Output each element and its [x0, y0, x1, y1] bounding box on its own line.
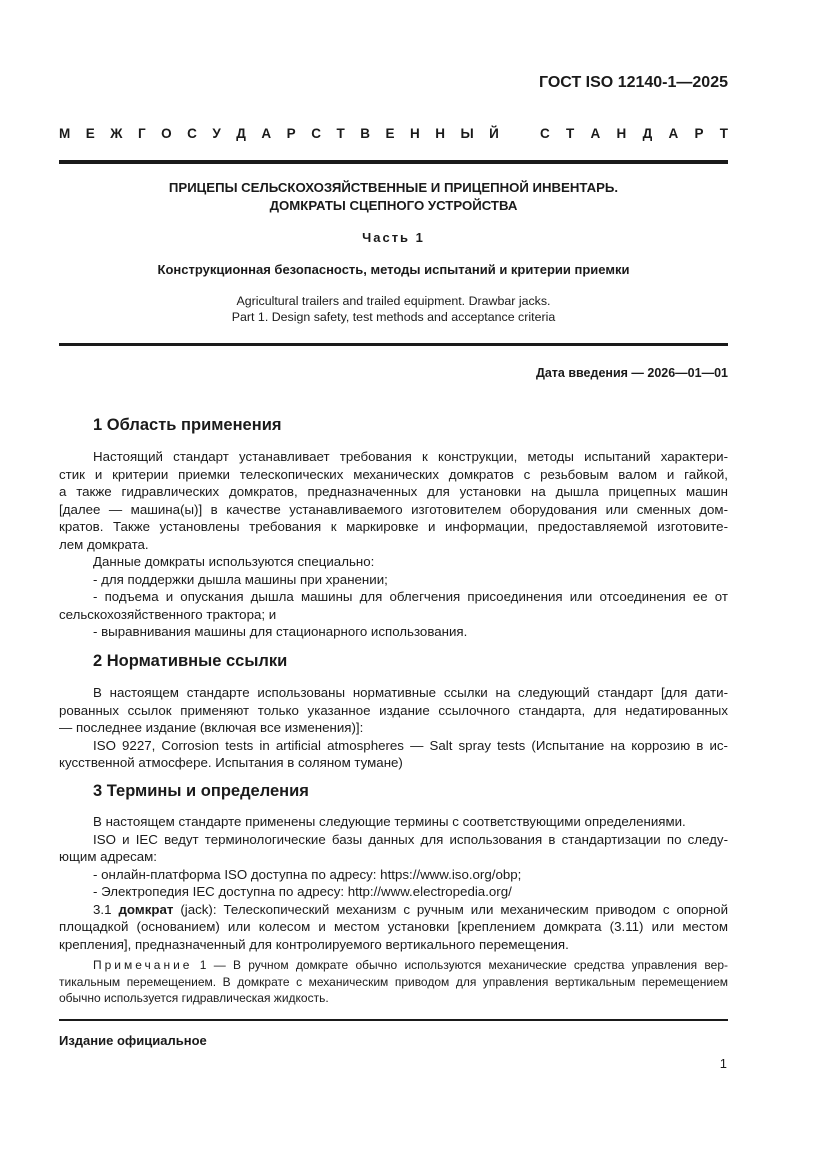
banner-letter: Е [385, 126, 395, 141]
paragraph-line: ющим адресам: [59, 849, 157, 864]
list-item: - выравнивания машины для стационарного использования. [93, 624, 468, 639]
english-title-line-2: Part 1. Design safety, test methods and acceptance criteria [231, 310, 556, 324]
term-definition-line: крепления], предназначенный для контролируемого вертикального перемещения. [59, 936, 569, 952]
paragraph-line: Данные домкраты используются специально: [93, 554, 375, 569]
banner-letter: А [261, 126, 272, 141]
english-title-line-1: Agricultural trailers and trailed equipment. Drawbar jacks. [236, 294, 551, 308]
banner-letter: А [668, 126, 679, 141]
banner-letter: Т [336, 126, 345, 141]
term-number: 3.1 [93, 901, 112, 917]
note-block [59, 957, 728, 1007]
section-2-body [59, 684, 728, 772]
section-1-heading: 1 Область применения [93, 416, 282, 434]
banner-letter: С [311, 126, 321, 141]
top-rule [59, 160, 728, 164]
banner-word-standard [540, 126, 728, 141]
section-3-heading: 3 Термины и определения [93, 782, 309, 800]
reference-line: ISO 9227, Corrosion tests in artificial atmospheres — Salt spray tests (Испытание на коррозию в ис- [93, 737, 728, 753]
banner-letter: С [187, 126, 197, 141]
banner-letter: А [590, 126, 601, 141]
document-title [59, 179, 728, 215]
page-number: 1 [719, 1056, 727, 1071]
note-line: обычно используется гидравлическая жидкость. [59, 991, 329, 1005]
section-1-body [59, 448, 728, 641]
introduction-date: Дата введения — 2026—01—01 [535, 366, 728, 380]
term-definition-line: площадкой (основанием) или колесом и местом установки [креплением домкрата (3.11) или местом [59, 919, 728, 934]
banner-letter: С [540, 126, 550, 141]
paragraph-line: В настоящем стандарте использованы нормативные ссылки на следующий стандарт [для дати- [93, 685, 728, 700]
banner-letter: Р [694, 126, 704, 141]
paragraph-line: рованных ссылок применяют только указанное издание ссылочного стандарта, для недатированных [59, 702, 728, 718]
note-text: 1 — В ручном домкрате обычно используются механические средства управления вер- [192, 958, 728, 972]
term-definition-text: (jack): Телескопический механизм с ручным или механическим приводом с опорной [173, 901, 728, 917]
reference-line: кусственной атмосфере. Испытания в соляном тумане) [59, 755, 403, 770]
section-2-heading: 2 Нормативные ссылки [93, 652, 288, 670]
paragraph-line: кратов. Также установлены требования к маркировке и информации, предоставляемой изготовите- [59, 519, 728, 534]
list-item: - для поддержки дышла машины при хранении; [93, 571, 388, 587]
footer-rule [59, 1019, 728, 1021]
list-item-continuation: сельскохозяйственного трактора; и [59, 606, 277, 622]
banner-letter: Н [435, 126, 445, 141]
english-title [59, 293, 728, 325]
note-line [59, 957, 728, 974]
list-item: - онлайн-платформа ISO доступна по адресу: https://www.iso.org/obp; [93, 866, 522, 882]
term-definition-line [59, 901, 728, 919]
banner-letter: Й [489, 126, 499, 141]
part-subtitle: Конструкционная безопасность, методы испытаний и критерии приемки [157, 262, 630, 277]
banner-letter: М [59, 126, 71, 141]
paragraph-line: Настоящий стандарт устанавливает требования к конструкции, методы испытаний характери- [93, 449, 728, 464]
standard-banner [59, 126, 728, 141]
official-edition-label: Издание официальное [59, 1033, 207, 1048]
title-line-2: ДОМКРАТЫ СЦЕПНОГО УСТРОЙСТВА [269, 198, 518, 213]
note-line: тикальным перемещением. В домкрате с механическим приводом для управления вертикальным перемещением [59, 974, 728, 989]
banner-letter: Т [566, 126, 575, 141]
banner-letter: Д [236, 126, 246, 141]
paragraph-line: а также гидравлических домкратов, предназначенных для установки на дышла прицепных машин [59, 484, 728, 499]
banner-letter: Г [137, 126, 146, 141]
paragraph-line: В настоящем стандарте применены следующие термины с соответствующими определениями. [93, 814, 686, 829]
paragraph-line: [далее — машина(ы)] в качестве устанавливаемого изготовителем оборудования или сменных дом- [59, 501, 728, 517]
banner-word-interstate [59, 126, 499, 141]
list-item: - подъема и опускания дышла машины для облегчения присоединения или отсоединения ее от [93, 589, 728, 604]
paragraph-line: — последнее издание (включая все изменения)]: [59, 720, 364, 735]
banner-letter: Н [409, 126, 420, 141]
banner-letter: У [212, 126, 221, 141]
paragraph-line: лем домкрата. [59, 536, 149, 552]
standard-code: ГОСТ ISO 12140-1—2025 [539, 74, 728, 91]
part-label: Часть 1 [362, 230, 425, 245]
paragraph-line: стик и критерии приемки телескопических механических домкратов с резьбовым валом и гайкой, [59, 466, 728, 482]
banner-letter: Р [286, 126, 296, 141]
banner-letter: Е [85, 126, 95, 141]
banner-letter: О [161, 126, 172, 141]
banner-letter: Д [642, 126, 653, 141]
list-item: - Электропедия IEC доступна по адресу: http://www.electropedia.org/ [93, 884, 512, 899]
term-word: домкрат [118, 901, 174, 917]
note-label: Примечание [93, 958, 193, 972]
banner-letter: Т [719, 126, 728, 141]
section-3-body [59, 813, 728, 953]
banner-letter: Н [616, 126, 627, 141]
title-bottom-rule [59, 343, 728, 346]
paragraph-line: ISO и IEC ведут терминологические базы данных для использования в стандартизации по следу- [93, 831, 728, 847]
banner-letter: Ж [110, 126, 123, 141]
banner-letter: В [360, 126, 370, 141]
title-line-1: ПРИЦЕПЫ СЕЛЬСКОХОЗЯЙСТВЕННЫЕ И ПРИЦЕПНОЙ ИНВЕНТАРЬ. [168, 180, 619, 195]
banner-letter: Ы [460, 126, 474, 141]
